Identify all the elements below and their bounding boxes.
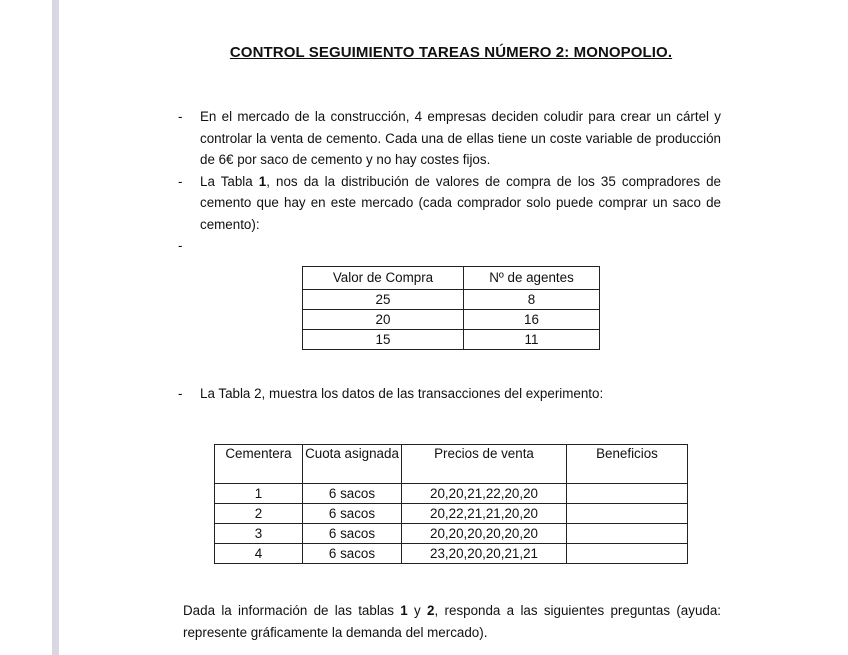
- table-header-cell: Cuota asignada: [303, 445, 402, 484]
- closing-text-post: , responda a las siguientes preguntas (ayuda: represente gráficamente la demanda del mercado).: [183, 603, 722, 640]
- table-cell: 4: [215, 544, 303, 564]
- document-title: CONTROL SEGUIMIENTO TAREAS NÚMERO 2: MONOPOLIO.: [229, 44, 673, 61]
- closing-bold-1: 1: [400, 603, 408, 618]
- table-cell: 20,22,21,21,20,20: [402, 504, 567, 524]
- table-cell: [567, 544, 688, 564]
- table-cell: 16: [464, 310, 600, 330]
- table-header-row: [303, 267, 600, 290]
- table-row: [215, 504, 688, 524]
- table-cell: 20,20,20,20,20,20: [402, 524, 567, 544]
- closing-text-pre: Dada la información de las tablas: [183, 603, 401, 618]
- closing-bold-2: 2: [427, 603, 435, 618]
- table-row: [215, 544, 688, 564]
- table-cell: 25: [303, 290, 464, 310]
- table-1: [302, 266, 600, 350]
- table-cell: 20,20,21,22,20,20: [402, 484, 567, 504]
- table-header-cell: Cementera: [215, 445, 303, 484]
- table-header-cell: Precios de venta: [402, 445, 567, 484]
- bullet-table1-intro: [178, 171, 721, 236]
- table-2: [214, 444, 688, 564]
- bullet-text-bold: 1: [258, 173, 267, 189]
- bullet-table2-intro: [178, 383, 721, 405]
- closing-text-mid: y: [407, 603, 428, 618]
- table-cell: 23,20,20,20,21,21: [402, 544, 567, 564]
- table-cell: 11: [464, 330, 600, 350]
- closing-paragraph: [183, 600, 721, 644]
- table-row: [215, 484, 688, 504]
- bullet-text: En el mercado de la construcción, 4 empresas deciden coludir para crear un cártel y controlar la venta de cemento. Cada una de ellas tiene un coste variable de producción de 6€ por saco de cemento y no hay costes fijos.: [200, 109, 721, 167]
- table-row: [303, 290, 600, 310]
- table-header-cell: Valor de Compra: [303, 267, 464, 290]
- table-cell: 2: [215, 504, 303, 524]
- table-cell: 15: [303, 330, 464, 350]
- table-row: [303, 330, 600, 350]
- table-cell: 8: [464, 290, 600, 310]
- table-cell: 6 sacos: [303, 484, 402, 504]
- table-cell: 6 sacos: [303, 544, 402, 564]
- table-cell: 1: [215, 484, 303, 504]
- bullet-text: La Tabla 2, muestra los datos de las transacciones del experimento:: [200, 386, 604, 401]
- bullet-text-pre: La Tabla: [200, 173, 259, 189]
- bullet-dash: -: [178, 109, 183, 124]
- bullet-empty: [178, 235, 721, 257]
- table-header-cell: Nº de agentes: [464, 267, 600, 290]
- table-row: [303, 310, 600, 330]
- table-cell: 6 sacos: [303, 524, 402, 544]
- bullet-text-post: , nos da la distribución de valores de compra de los 35 compradores de cemento que hay en este mercado (cada comprador solo puede comprar un saco de cemento):: [200, 173, 721, 232]
- bullet-cartel: [178, 106, 721, 171]
- bullet-list: [178, 106, 721, 257]
- table-cell: [567, 524, 688, 544]
- table-header-cell: Beneficios: [567, 445, 688, 484]
- table-cell: 6 sacos: [303, 504, 402, 524]
- table-cell: [567, 504, 688, 524]
- bullet-list-2: [178, 383, 721, 405]
- bullet-dash: -: [178, 386, 183, 401]
- page-left-border: [52, 0, 59, 655]
- table-header-row: [215, 445, 688, 484]
- table-cell: 3: [215, 524, 303, 544]
- table-cell: [567, 484, 688, 504]
- table-row: [215, 524, 688, 544]
- bullet-dash: -: [178, 173, 183, 189]
- table-cell: 20: [303, 310, 464, 330]
- bullet-dash: -: [178, 238, 183, 253]
